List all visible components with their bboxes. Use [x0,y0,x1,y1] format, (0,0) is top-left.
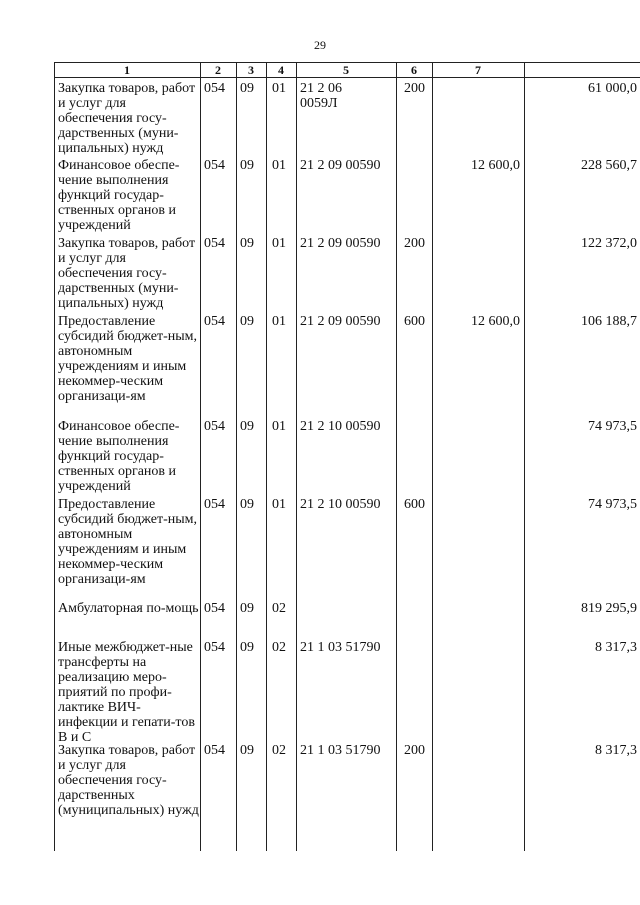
row-csr: 21 2 06 0059Л [300,81,342,111]
row-pr: 01 [272,236,286,251]
row-rz: 09 [240,743,254,758]
row-col8: 228 560,7 [581,158,637,173]
row-ved: 054 [204,419,225,434]
row-name: Иные межбюджет-ные трансферты на реализацию меро-приятий по профи-лактике ВИЧ-инфекции и гепати-тов В и С [58,640,195,745]
row-pr: 01 [272,497,286,512]
row-rz: 09 [240,419,254,434]
row-ved: 054 [204,314,225,329]
row-name: Амбулаторная по-мощь [58,601,199,616]
row-rz: 09 [240,601,254,616]
row-col8: 61 000,0 [588,81,637,96]
row-rz: 09 [240,640,254,655]
row-ved: 054 [204,158,225,173]
row-name: Закупка товаров, работ и услуг для обеспечения госу-дарственных (муниципальных) нужд [58,743,199,818]
column-header-5: 5 [343,63,349,77]
column-header-4: 4 [278,63,284,77]
row-rz: 09 [240,497,254,512]
row-rz: 09 [240,81,254,96]
row-name: Финансовое обеспе-чение выполнения функций государ-ственных органов и учреждений [58,419,180,494]
column-divider [236,62,237,851]
column-divider [524,62,525,851]
row-pr: 02 [272,601,286,616]
row-vr: 600 [404,497,425,512]
row-csr: 21 2 10 00590 [300,497,381,512]
row-vr: 200 [404,81,425,96]
column-divider [54,62,55,851]
column-header-6: 6 [411,63,417,77]
page-number: 29 [314,38,326,52]
row-csr: 21 2 09 00590 [300,158,381,173]
column-header-8 [524,63,640,77]
row-ved: 054 [204,81,225,96]
row-csr: 21 2 09 00590 [300,314,381,329]
column-header-2: 2 [215,63,221,77]
row-vr: 600 [404,314,425,329]
row-csr: 21 2 10 00590 [300,419,381,434]
row-col8: 8 317,3 [595,743,637,758]
row-name: Предоставление субсидий бюджет-ным, автономным учреждениям и иным некоммер-ческим организаци-ям [58,497,198,587]
row-pr: 01 [272,158,286,173]
row-col8: 74 973,5 [588,419,637,434]
column-divider [432,62,433,851]
column-divider [200,62,201,851]
row-pr: 02 [272,743,286,758]
row-ved: 054 [204,601,225,616]
row-name: Финансовое обеспе-чение выполнения функций государ-ственных органов и учреждений [58,158,180,233]
column-divider [266,62,267,851]
row-rz: 09 [240,158,254,173]
row-name: Закупка товаров, работ и услуг для обеспечения госу-дарственных (муни-ципальных) нужд [58,81,196,156]
row-csr: 21 1 03 51790 [300,743,381,758]
row-col8: 106 188,7 [581,314,637,329]
row-col8: 74 973,5 [588,497,637,512]
column-header-7: 7 [475,63,481,77]
row-name: Предоставление субсидий бюджет-ным, автономным учреждениям и иным некоммер-ческим организаци-ям [58,314,198,404]
row-col8: 819 295,9 [581,601,637,616]
row-ved: 054 [204,236,225,251]
row-pr: 02 [272,640,286,655]
row-vr: 200 [404,236,425,251]
row-pr: 01 [272,314,286,329]
row-rz: 09 [240,236,254,251]
row-csr: 21 2 09 00590 [300,236,381,251]
row-col7: 12 600,0 [471,314,520,329]
row-pr: 01 [272,81,286,96]
column-header-3: 3 [248,63,254,77]
row-pr: 01 [272,419,286,434]
column-header-1: 1 [124,63,130,77]
row-csr: 21 1 03 51790 [300,640,381,655]
row-rz: 09 [240,314,254,329]
column-divider [296,62,297,851]
row-ved: 054 [204,743,225,758]
row-name: Закупка товаров, работ и услуг для обеспечения госу-дарственных (муни-ципальных) нужд [58,236,196,311]
row-ved: 054 [204,497,225,512]
row-col7: 12 600,0 [471,158,520,173]
row-ved: 054 [204,640,225,655]
table-header-border [54,77,640,78]
row-vr: 200 [404,743,425,758]
column-divider [396,62,397,851]
row-col8: 122 372,0 [581,236,637,251]
row-col8: 8 317,3 [595,640,637,655]
